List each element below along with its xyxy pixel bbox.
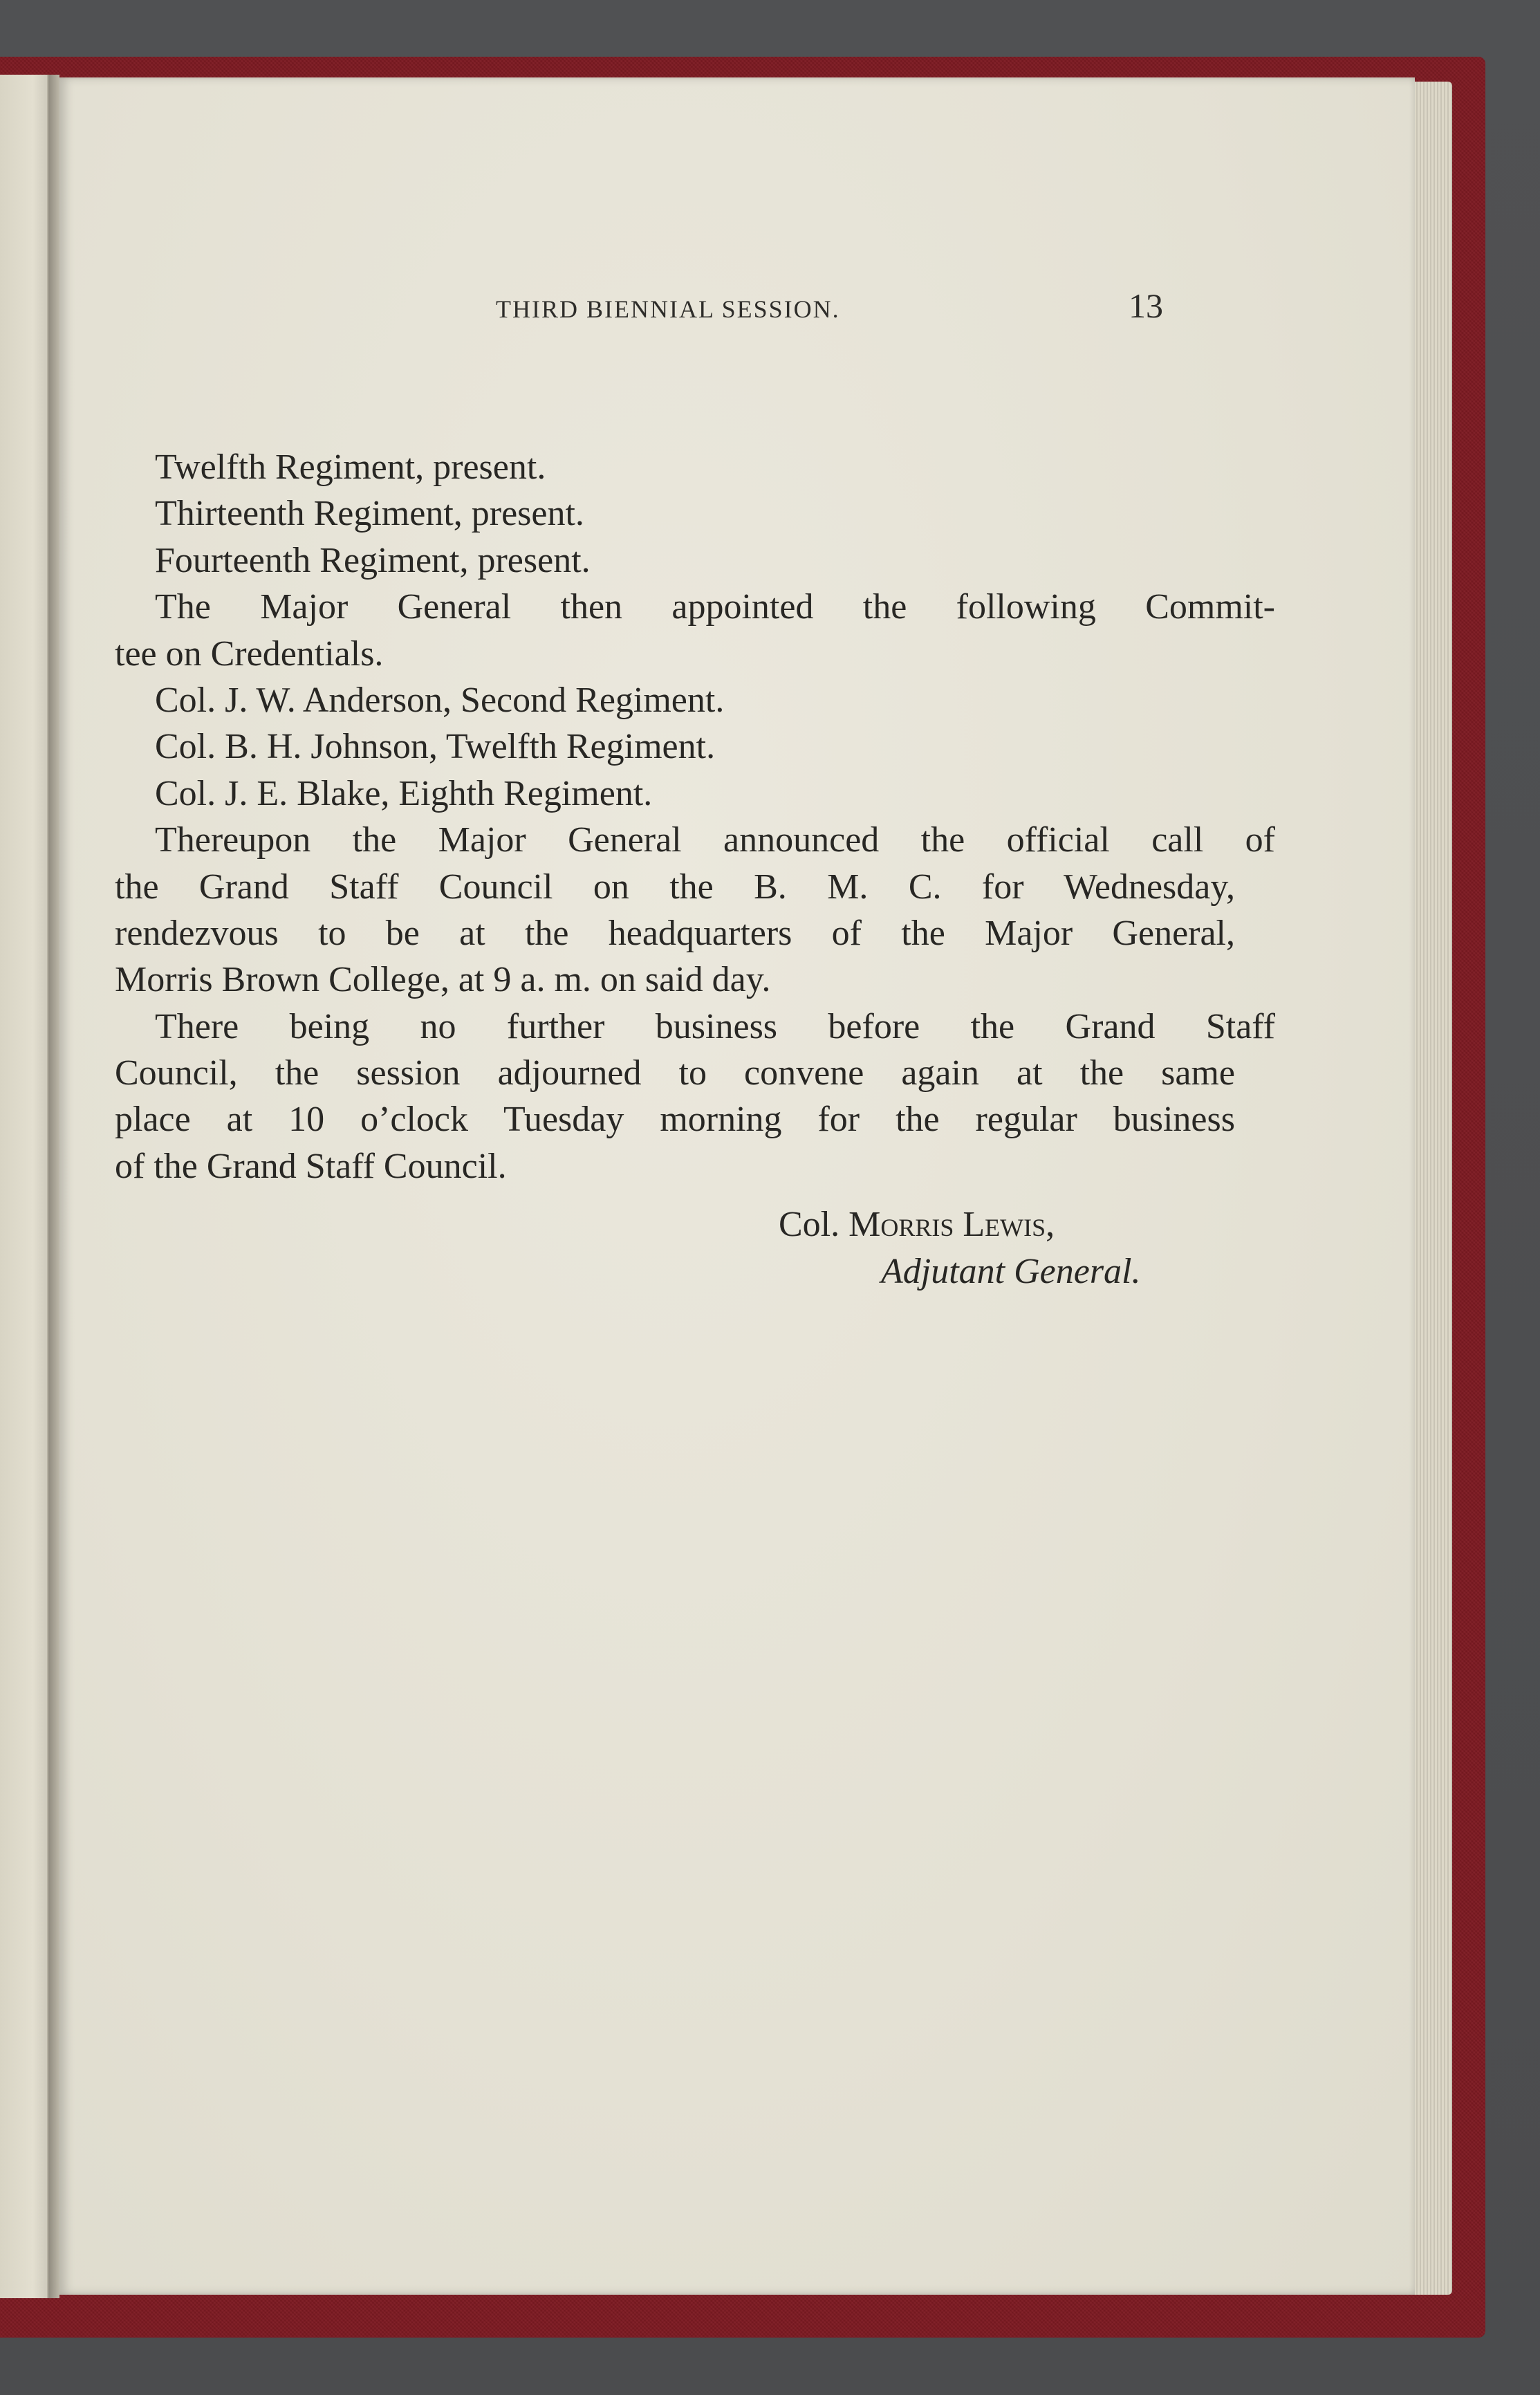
text-line: tee on Credentials. [115,634,384,674]
page-stack-edge [1411,82,1452,2295]
text-line: the Grand Staff Council on the B. M. C. for Wednesday, [115,867,1235,907]
page-number: 13 [1129,286,1163,325]
signature-title: Adjutant General. [881,1252,1141,1291]
signature-prefix: Col. [779,1205,840,1244]
text-line: Council, the session adjourned to convene again at the same [115,1053,1235,1093]
text-line: Col. B. H. Johnson, Twelfth Regiment. [155,727,716,767]
book-page [59,77,1415,2295]
text-line: of the Grand Staff Council. [115,1146,507,1186]
text-line: Col. J. W. Anderson, Second Regiment. [155,680,725,720]
running-head-text: THIRD BIENNIAL SESSION. [496,295,840,323]
text-line: The Major General then appointed the following Commit- [155,587,1275,627]
signature-name-text: Morris Lewis, [848,1205,1055,1244]
text-line: Morris Brown College, at 9 a. m. on said day. [115,960,771,1000]
body-text [115,444,1275,1291]
previous-page-edge [0,75,50,2298]
text-line: Fourteenth Regiment, present. [155,540,591,580]
signature-name [779,1201,1055,1248]
text-line: Thereupon the Major General announced the official call of [155,820,1275,860]
text-line: Col. J. E. Blake, Eighth Regiment. [155,773,653,813]
running-head [437,288,1129,330]
text-line: There being no further business before the Grand Staff [155,1006,1275,1046]
book-gutter [48,75,59,2298]
text-line: rendezvous to be at the headquarters of the Major General, [115,913,1235,953]
text-line: Twelfth Regiment, present. [155,447,546,487]
text-line: Thirteenth Regiment, present. [155,494,584,534]
text-line: place at 10 o’clock Tuesday morning for the regular business [115,1100,1235,1140]
